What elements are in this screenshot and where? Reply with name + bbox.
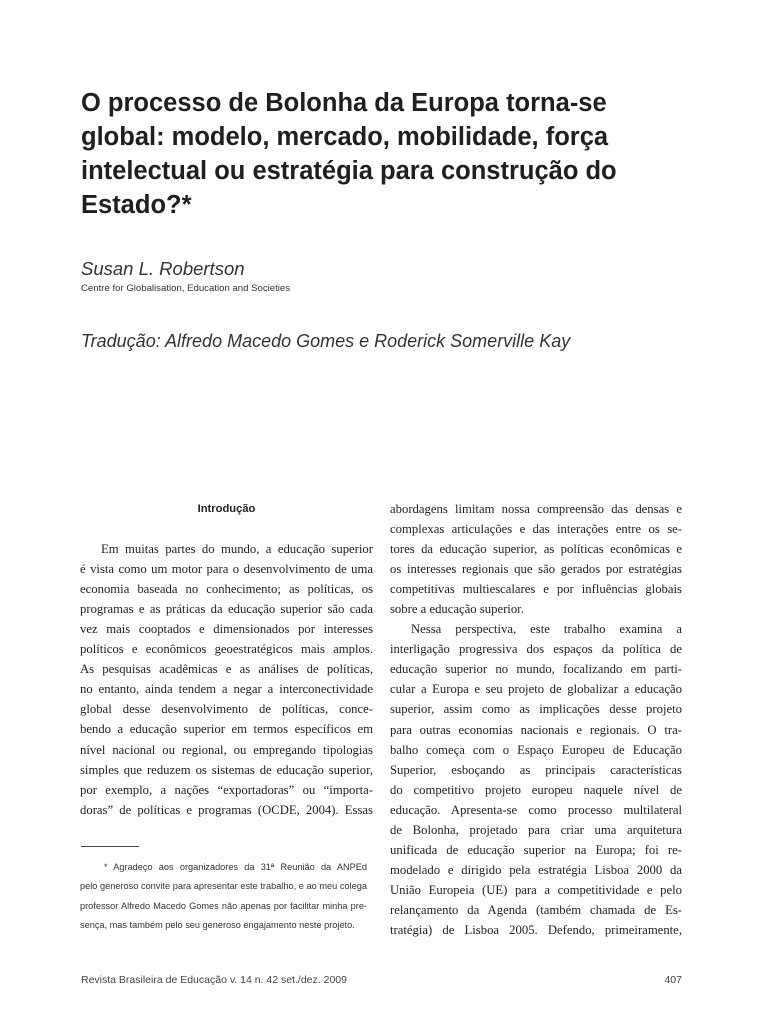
text-line: global desse desenvolvimento de políticas, conce- xyxy=(80,702,373,717)
footnote-line: pelo generoso convite para apresentar este trabalho, e ao meu colega xyxy=(80,881,367,892)
text-line: balho começa com o Espaço Europeu de Educação xyxy=(390,742,682,757)
translation-credit: Tradução: Alfredo Macedo Gomes e Roderick Somerville Kay xyxy=(81,331,571,351)
text-line: programas e as práticas da educação superior são cada xyxy=(80,602,373,617)
text-line: superior, assim como as implicações desse projeto xyxy=(390,702,682,717)
text-line: simples que reduzem os sistemas de educação superior, xyxy=(80,762,373,777)
text-line: competitivas multiescalares e por influências globais xyxy=(390,582,682,597)
text-line: abordagens limitam nossa compreensão das densas e xyxy=(390,502,682,516)
article-title: O processo de Bolonha da Europa torna-se global: modelo, mercado, mobilidade, força intelectual ou estratégia para construção do Estado?* xyxy=(81,89,617,219)
text-line: vez mais cooptados e dimensionados por interesses xyxy=(80,622,373,637)
text-line: educação. Apresenta-se como processo multilateral xyxy=(390,802,682,817)
section-heading: Introdução xyxy=(197,503,256,515)
footnote-line: professor Alfredo Macedo Gomes não apenas por facilitar minha pre- xyxy=(80,900,367,911)
text-line: no entanto, ainda tendem a negar a interconectividade xyxy=(80,682,373,697)
footnote-divider xyxy=(81,846,139,847)
author-name: Susan L. Robertson xyxy=(81,258,245,279)
footnote xyxy=(80,858,367,936)
text-line: sobre a educação superior. xyxy=(390,602,524,617)
text-line: os interesses regionais que são gerados por estratégias xyxy=(390,562,682,577)
text-line: interligação progressiva dos espaços da política de xyxy=(390,642,682,657)
left-text-column xyxy=(80,499,373,820)
text-line: doras” de políticas e programas (OCDE, 2004). Essas xyxy=(80,802,373,817)
text-line: políticos e econômicos geoestratégicos mais amplos. xyxy=(80,642,373,657)
text-line: por exemplo, a nações “exportadoras” ou “importa- xyxy=(80,782,373,797)
text-line: modelado e dirigido pela estratégia Lisboa 2000 da xyxy=(390,862,682,877)
text-line: As pesquisas acadêmicas e as análises de políticas, xyxy=(80,662,373,677)
text-line: Nessa perspectiva, este trabalho examina a xyxy=(411,622,682,637)
journal-citation: Revista Brasileira de Educação v. 14 n. 42 set./dez. 2009 xyxy=(81,974,347,986)
text-line: Em muitas partes do mundo, a educação superior xyxy=(101,542,373,557)
text-line: Superior, esboçando as principais características xyxy=(390,762,682,777)
author-affiliation: Centre for Globalisation, Education and Societies xyxy=(81,283,291,294)
text-line: educação superior no mundo, focalizando em parti- xyxy=(390,662,682,677)
text-line: complexas articulações e das interações entre os se- xyxy=(390,522,682,537)
text-line: unificada de educação superior na Europa; foi re- xyxy=(390,842,682,857)
text-line: União Europeia (UE) para a competitividade e pelo xyxy=(390,882,682,897)
footnote-line: * Agradeço aos organizadores da 31ª Reunião da ANPEd xyxy=(104,862,367,872)
right-text-column xyxy=(390,499,682,940)
text-line: tratégia) de Lisboa 2005. Defendo, primeiramente, xyxy=(390,922,682,937)
text-line: de Bolonha, projetado para criar uma arquitetura xyxy=(390,822,682,837)
footnote-line: sença, mas também pelo seu generoso engajamento neste projeto. xyxy=(80,920,355,931)
text-line: tores da educação superior, as políticas econômicas e xyxy=(390,542,682,557)
text-line: é vista como um motor para o desenvolvimento de uma xyxy=(80,562,373,577)
text-line: economia baseada no conhecimento; as políticas, os xyxy=(80,582,373,597)
text-line: bendo a educação superior em termos específicos em xyxy=(80,722,373,737)
text-line: nível nacional ou regional, ou empregando tipologias xyxy=(80,742,373,757)
page-number: 407 xyxy=(664,974,682,986)
text-line: do competitivo projeto europeu naquele nível de xyxy=(390,782,682,797)
text-line: cular a Europa e seu projeto de globalizar a educação xyxy=(390,682,682,697)
text-line: para outras economias nacionais e regionais. O tra- xyxy=(390,722,682,737)
text-line: relançamento da Agenda (também chamada de Es- xyxy=(390,902,682,917)
